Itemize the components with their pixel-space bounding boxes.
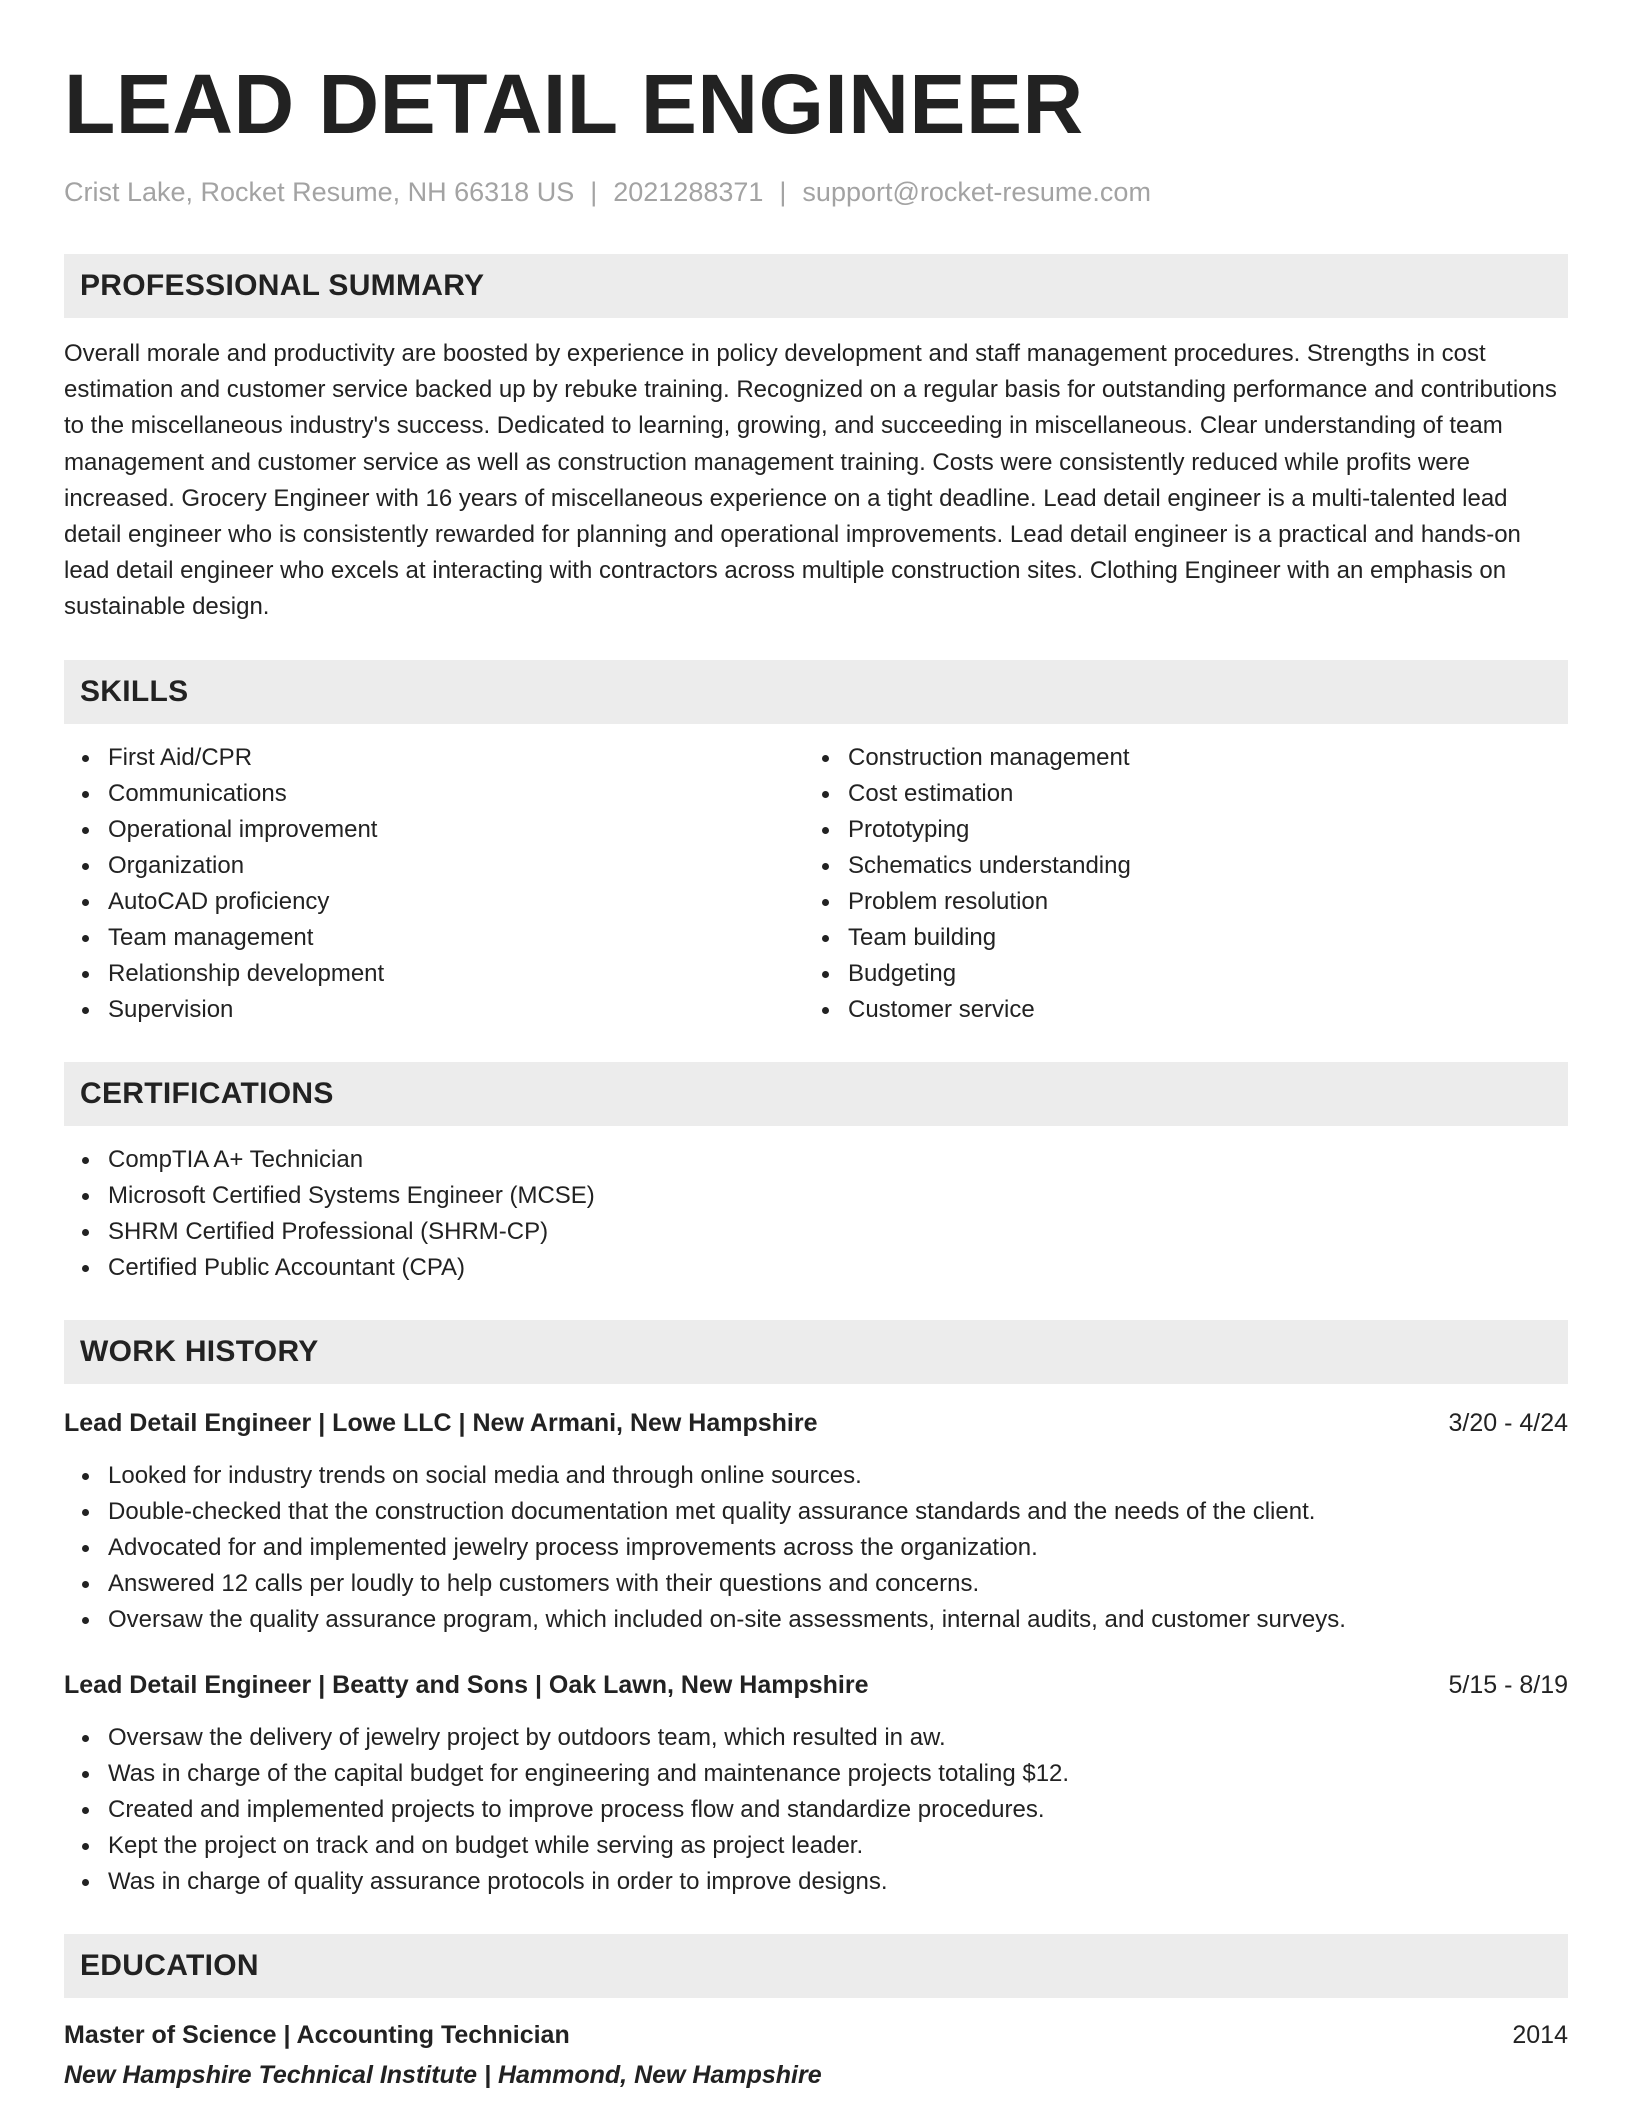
job-bullet: Advocated for and implemented jewelry process improvements across the organization. <box>108 1530 1568 1566</box>
certification-item: SHRM Certified Professional (SHRM-CP) <box>108 1214 1568 1250</box>
job-dates: 5/15 - 8/19 <box>1448 1670 1568 1699</box>
contact-separator: | <box>590 177 598 207</box>
skill-item: Customer service <box>848 992 1544 1028</box>
skill-item: Cost estimation <box>848 776 1544 812</box>
section-header-skills: SKILLS <box>64 660 1568 724</box>
job-bullet: Created and implemented projects to improve process flow and standardize procedures. <box>108 1792 1568 1828</box>
skill-item: Supervision <box>108 992 804 1028</box>
skill-item: Organization <box>108 848 804 884</box>
job-bullets <box>64 1458 1568 1638</box>
skill-item: Team building <box>848 920 1544 956</box>
job-bullet: Double-checked that the construction documentation met quality assurance standards and the needs of the client. <box>108 1494 1568 1530</box>
job-title: Lead Detail Engineer | Lowe LLC | New Armani, New Hampshire <box>64 1408 818 1437</box>
job-bullet: Was in charge of quality assurance protocols in order to improve designs. <box>108 1864 1568 1900</box>
education-header <box>64 2018 1568 2052</box>
certification-item: CompTIA A+ Technician <box>108 1142 1568 1178</box>
job-bullet: Was in charge of the capital budget for engineering and maintenance projects totaling $12. <box>108 1756 1568 1792</box>
contact-address: Crist Lake, Rocket Resume, NH 66318 US <box>64 177 575 207</box>
job-header <box>64 1668 1568 1702</box>
job-bullet: Oversaw the delivery of jewelry project by outdoors team, which resulted in aw. <box>108 1720 1568 1756</box>
contact-email: support@rocket-resume.com <box>802 177 1151 207</box>
education-degree: Master of Science | Accounting Technician <box>64 2020 570 2049</box>
education-school: New Hampshire Technical Institute | Hammond, New Hampshire <box>64 2060 822 2089</box>
skill-item: Relationship development <box>108 956 804 992</box>
job-entry <box>64 1406 1568 1638</box>
job-bullet: Oversaw the quality assurance program, which included on-site assessments, internal audits, and customer surveys. <box>108 1602 1568 1638</box>
skill-item: AutoCAD proficiency <box>108 884 804 920</box>
skill-item: Schematics understanding <box>848 848 1544 884</box>
section-header-summary: PROFESSIONAL SUMMARY <box>64 254 1568 318</box>
certifications-list <box>64 1142 1568 1286</box>
job-bullets <box>64 1720 1568 1900</box>
section-header-education: EDUCATION <box>64 1934 1568 1998</box>
section-header-work-history: WORK HISTORY <box>64 1320 1568 1384</box>
contact-phone: 2021288371 <box>613 177 764 207</box>
certification-item: Certified Public Accountant (CPA) <box>108 1250 1568 1286</box>
job-header <box>64 1406 1568 1440</box>
skill-item: Operational improvement <box>108 812 804 848</box>
skill-item: Communications <box>108 776 804 812</box>
job-entry <box>64 1668 1568 1900</box>
job-bullet: Kept the project on track and on budget while serving as project leader. <box>108 1828 1568 1864</box>
education-year: 2014 <box>1512 2020 1568 2049</box>
skill-item: Problem resolution <box>848 884 1544 920</box>
certification-item: Microsoft Certified Systems Engineer (MCSE) <box>108 1178 1568 1214</box>
skill-item: Budgeting <box>848 956 1544 992</box>
skill-item: First Aid/CPR <box>108 740 804 776</box>
job-bullet: Looked for industry trends on social media and through online sources. <box>108 1458 1568 1494</box>
skills-grid <box>64 740 1568 1028</box>
job-title: Lead Detail Engineer | Beatty and Sons | Oak Lawn, New Hampshire <box>64 1670 869 1699</box>
section-header-certifications: CERTIFICATIONS <box>64 1062 1568 1126</box>
skill-item: Prototyping <box>848 812 1544 848</box>
candidate-name: LEAD DETAIL ENGINEER <box>64 57 1084 151</box>
summary-text: Overall morale and productivity are boosted by experience in policy development and staff management procedures. Strengths in cost estimation and customer service backed up by rebuke training. Recognized on a regular basis for outstanding performance and contributions to the miscellaneous industry's success. Dedicated to learning, growing, and succeeding in miscellaneous. Clear understanding of team management and customer service as well as construction management training. Costs were consistently reduced while profits were increased. Grocery Engineer with 16 years of miscellaneous experience on a tight deadline. Lead detail engineer is a multi-talented lead detail engineer who is consistently rewarded for planning and operational improvements. Lead detail engineer is a practical and hands-on lead detail engineer who excels at interacting with contractors across multiple construction sites. Clothing Engineer with an emphasis on sustainable design. <box>64 340 1557 621</box>
skills-list-right <box>804 740 1544 1028</box>
job-bullet: Answered 12 calls per loudly to help customers with their questions and concerns. <box>108 1566 1568 1602</box>
skill-item: Team management <box>108 920 804 956</box>
skills-list-left <box>64 740 804 1028</box>
contact-separator: | <box>779 177 787 207</box>
job-dates: 3/20 - 4/24 <box>1448 1408 1568 1437</box>
skill-item: Construction management <box>848 740 1544 776</box>
contact-line <box>64 174 1568 210</box>
